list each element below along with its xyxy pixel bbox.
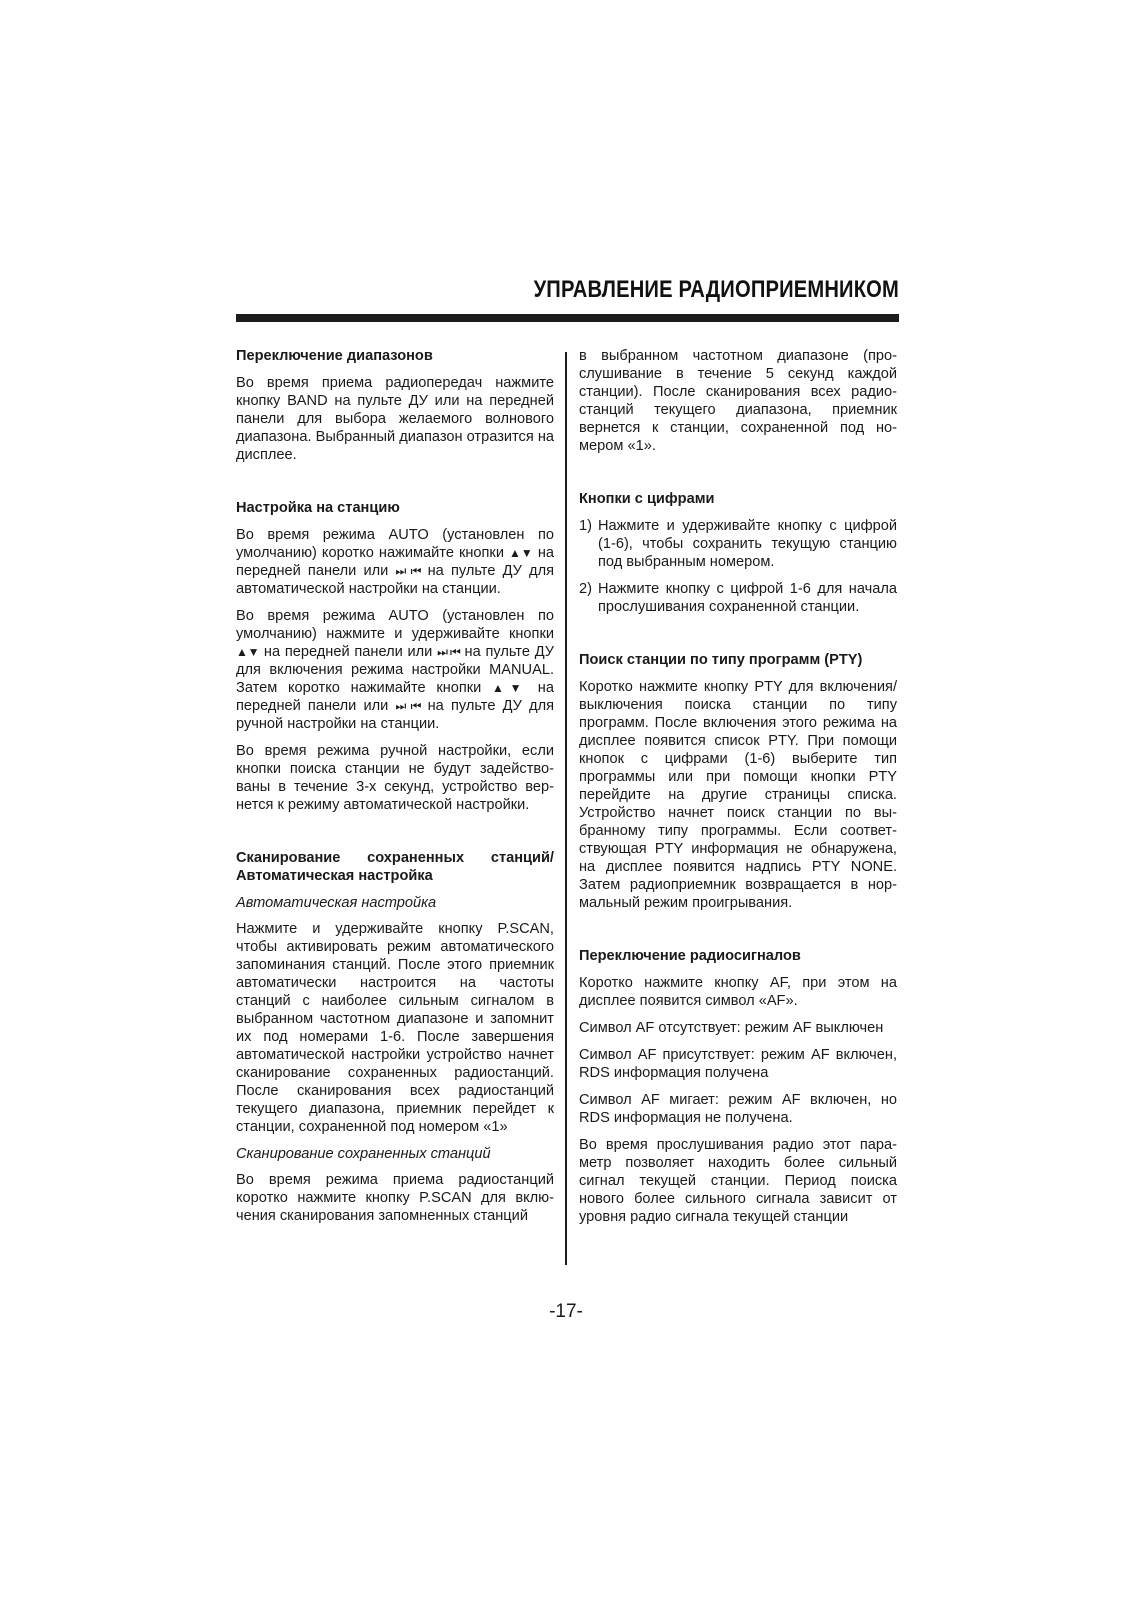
text: на передней панели или [236, 680, 554, 714]
title-rule [236, 314, 899, 322]
paragraph [236, 526, 554, 598]
paragraph: Символ AF присутствует: режим AF включен, RDS информация получена [579, 1047, 897, 1081]
paragraph: Во время приема радиопередач нажмите кнопку BAND на пульте ДУ или на передней панели для выбора желаемого волнового диапазона. Выбранный диапазон отразится на дисплее. [236, 375, 554, 463]
section-heading: Настройка на станцию [236, 500, 400, 516]
paragraph: в выбранном частотном диапазоне (прослушивание в течение 5 секунд каждой станции). После сканирования всех радиостанций текущего диапазона, приемник вернется к станции, сохраненной под номером «1». [579, 348, 897, 454]
page-number: -17- [549, 1301, 583, 1322]
skip-next-prev-icon: ⏭ ⏮ [395, 699, 421, 713]
text: на передней панели или [236, 545, 554, 579]
list-item [579, 517, 897, 571]
right-column [579, 347, 897, 1235]
list-text: Нажмите и удерживайте кнопку с цифрой (1-6), чтобы сохранить текущую станцию под выбранным номером. [598, 518, 897, 570]
text: на пульте ДУ для автоматической настройки на станции. [236, 563, 554, 597]
heading-line: Сканирование сохраненных станций/ [236, 850, 554, 866]
text: на передней панели или [263, 644, 433, 660]
text: на пульте ДУ для включения режима настройки MANUAL. Затем коротко нажимайте кнопки [236, 644, 555, 696]
paragraph: Во время режима приема радиостанций коротко нажмите кнопку P.SCAN для включения сканирования запомненных станций [236, 1172, 554, 1224]
text: Во время режима AUTO (установлен по умолчанию) коротко нажимайте кнопки [236, 527, 554, 561]
list-number: 2) [579, 581, 592, 597]
paragraph [236, 607, 554, 733]
paragraph: Символ AF отсутствует: режим AF выключен [579, 1020, 884, 1036]
section-scan [236, 849, 554, 1225]
paragraph: Нажмите и удерживайте кнопку P.SCAN, чтобы активировать режим автоматического запоминания станций. После этого приемник автоматически настроится на частоты станций с наиболее сильным сигналом в выбранном частотном диапазоне и запомнит их под номерами 1-6. После завершения автоматической настройки устройство начнет сканирование сохраненных радиостанций. После сканирования всех радиостанций текущего диапазона, приемник перейдет к станции, сохраненной под номером «1» [236, 921, 554, 1135]
section-heading: Поиск станции по типу программ (PTY) [579, 652, 863, 668]
list-text: Нажмите кнопку с цифрой 1-6 для начала прослушивания сохраненной станции. [598, 581, 897, 615]
section-af [579, 947, 897, 1226]
up-down-arrows-icon: ▲▼ [509, 546, 533, 560]
paragraph: Коротко нажмите кнопку PTY для включения/выключения поиска станции по типу программ. После включения этого режима на дисплее появится список PTY. При помощи кнопок с цифрами (1-6) выберите тип программы или при помощи кнопки PTY перейдите на другие страницы списка. Устройство начнет поиск станции по выбранному типу программы. Если соответствующая PTY информация не обнаружена, на дисплее появится надпись PTY NONE. Затем радиоприемник возвращается в нормальный режим проигрывания. [579, 679, 897, 911]
section-heading: Переключение радиосигналов [579, 948, 801, 964]
column-divider [565, 352, 567, 1265]
heading-line: Автоматическая настройка [236, 868, 433, 884]
section-heading: Кнопки с цифрами [579, 491, 715, 507]
left-column [236, 347, 554, 1234]
up-down-arrows-icon: ▲▼ [492, 681, 528, 695]
up-down-arrows-icon: ▲▼ [236, 645, 260, 659]
page-title: УПРАВЛЕНИЕ РАДИОПРИЕМНИКОМ [533, 276, 899, 303]
list-item [579, 580, 897, 616]
text: на пульте ДУ для ручной настройки на станции. [236, 698, 554, 732]
section-heading [236, 849, 554, 885]
paragraph: Во время прослушивания радио этот параметр позволяет находить более сильный сигнал текущей станции. Период поиска нового более сильного сигнала зависит от уровня радио сигнала текущей станции [579, 1137, 897, 1225]
paragraph: Во время режима ручной настройки, если кнопки поиска станции не будут задействованы в течение 3-х секунд, устройство вернется к режиму автоматической настройки. [236, 743, 554, 813]
paragraph: Коротко нажмите кнопку AF, при этом на дисплее появится символ «AF». [579, 975, 897, 1009]
skip-next-prev-icon: ⏭ ⏮ [395, 564, 421, 578]
section-tuning [236, 499, 554, 814]
section-band-switch [236, 347, 554, 464]
subheading: Сканирование сохраненных станций [236, 1146, 491, 1162]
paragraph: Символ AF мигает: режим AF включен, но RDS информация не получена. [579, 1092, 897, 1126]
section-heading: Переключение диапазонов [236, 348, 433, 364]
subheading: Автоматическая настройка [236, 895, 437, 911]
text: Во время режима AUTO (установлен по умолчанию) нажмите и удерживайте кнопки [236, 608, 554, 642]
section-pty [579, 651, 897, 912]
skip-next-prev-icon: ⏭ ⏮ [437, 645, 460, 659]
section-digit-buttons [579, 490, 897, 616]
list-number: 1) [579, 518, 592, 534]
